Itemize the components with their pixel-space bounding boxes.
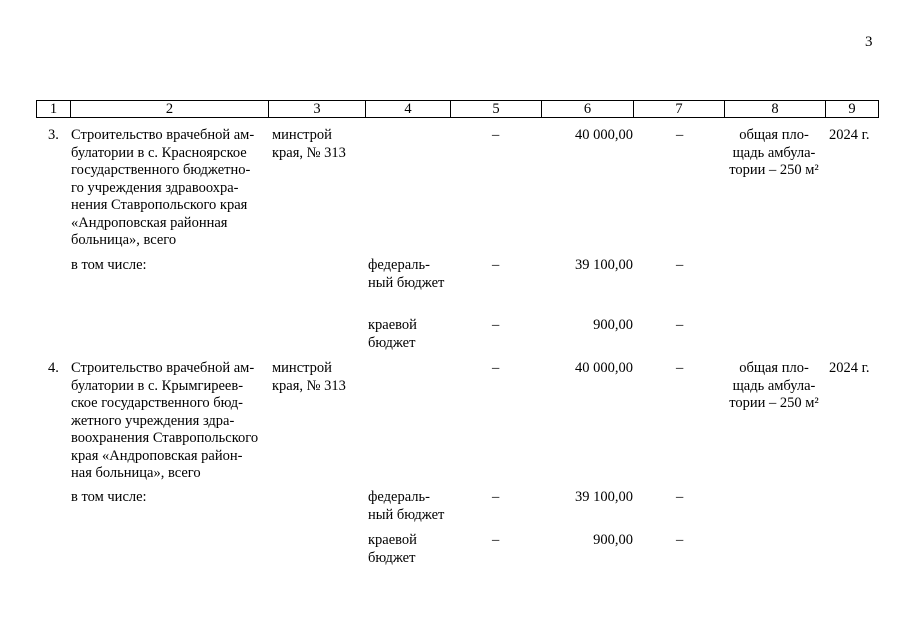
- result-indicator: общая пло- щадь амбула- тории – 250 м²: [729, 360, 819, 411]
- customer: минстрой края, № 313: [272, 127, 346, 161]
- col7-value: –: [676, 489, 684, 505]
- amount: 39 100,00: [575, 257, 633, 273]
- page-number: 3: [865, 34, 873, 50]
- col7-value: –: [676, 317, 684, 333]
- amount: 39 100,00: [575, 489, 633, 505]
- object-name: Строительство врачебной ам- булатории в с. Красноярское государственного бюджетно- го учреждения здравоохра- нения Ставропольского края «Андроповская районная больница», всего: [71, 127, 255, 248]
- amount: 40 000,00: [575, 360, 633, 376]
- col7-value: –: [676, 127, 684, 143]
- funding-source: краевой бюджет: [368, 317, 417, 351]
- column-header: 2: [71, 101, 269, 118]
- column-header: 7: [634, 101, 725, 118]
- row-number: 4.: [48, 360, 59, 376]
- col5-value: –: [492, 257, 500, 273]
- col7-value: –: [676, 257, 684, 273]
- row-number: 3.: [48, 127, 59, 143]
- funding-source: краевой бюджет: [368, 532, 417, 566]
- col7-value: –: [676, 360, 684, 376]
- column-header: 4: [366, 101, 451, 118]
- customer: минстрой края, № 313: [272, 360, 346, 394]
- object-name: Строительство врачебной ам- булатории в с. Крымгиреев- ское государственного бюд- жетного учреждения здра- воохранения Ставропольского края «Андроповская район- ная больница», всего: [71, 360, 259, 481]
- column-header: 5: [451, 101, 542, 118]
- col5-value: –: [492, 489, 500, 505]
- col5-value: –: [492, 532, 500, 548]
- including-label: в том числе:: [71, 489, 147, 505]
- amount: 900,00: [593, 532, 633, 548]
- funding-source: федераль- ный бюджет: [368, 489, 445, 523]
- funding-source: федераль- ный бюджет: [368, 257, 445, 291]
- result-indicator: общая пло- щадь амбула- тории – 250 м²: [729, 127, 819, 178]
- column-header: 8: [725, 101, 826, 118]
- column-header: 6: [542, 101, 634, 118]
- column-header: 1: [37, 101, 71, 118]
- year: 2024 г.: [829, 360, 870, 376]
- including-label: в том числе:: [71, 257, 147, 273]
- amount: 900,00: [593, 317, 633, 333]
- column-header-row: [36, 100, 879, 118]
- col5-value: –: [492, 317, 500, 333]
- col7-value: –: [676, 532, 684, 548]
- amount: 40 000,00: [575, 127, 633, 143]
- col5-value: –: [492, 360, 500, 376]
- column-header: 9: [826, 101, 879, 118]
- year: 2024 г.: [829, 127, 870, 143]
- column-header: 3: [269, 101, 366, 118]
- col5-value: –: [492, 127, 500, 143]
